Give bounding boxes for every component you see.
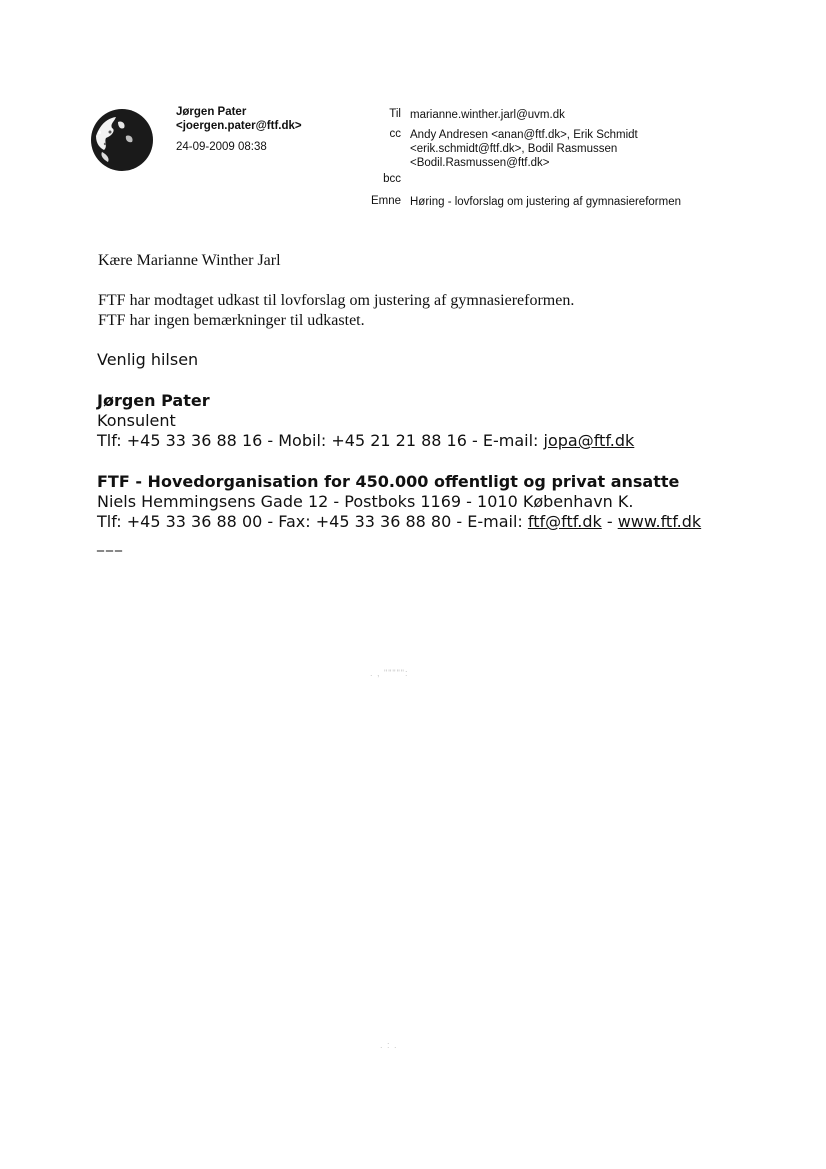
subject-label: Emne [370, 195, 401, 207]
sender-name: Jørgen Pater [176, 106, 247, 118]
signature-separator: ___ [97, 536, 124, 552]
cc-label: cc [389, 128, 401, 140]
greeting: Kære Marianne Winther Jarl [98, 252, 281, 269]
body-line: FTF har ingen bemærkninger til udkastet. [98, 312, 365, 329]
signature-contact [97, 431, 634, 451]
cc-line: <Bodil.Rasmussen@ftf.dk> [410, 157, 550, 169]
org-contact-text: Tlf: +45 33 36 88 00 - Fax: +45 33 36 88 80 - E-mail: [97, 512, 528, 531]
org-email-link[interactable]: ftf@ftf.dk [527, 512, 602, 531]
sender-email: <joergen.pater@ftf.dk> [176, 120, 302, 132]
org-contact [97, 512, 701, 532]
sent-date: 24-09-2009 08:38 [176, 141, 267, 153]
sender-block [176, 105, 302, 154]
body-line: FTF har modtaget udkast til lovforslag om justering af gymnasiereformen. [98, 292, 575, 309]
to-label: Til [389, 108, 401, 120]
closing: Venlig hilsen [97, 350, 199, 369]
faint-scan-mark: . , """"": [370, 668, 409, 678]
org-contact-separator: - [601, 512, 618, 531]
bcc-label: bcc [383, 173, 401, 185]
signature-email-link[interactable]: jopa@ftf.dk [543, 431, 635, 450]
cc-line: Andy Andresen <anan@ftf.dk>, Erik Schmidt [410, 129, 638, 141]
signature-name: Jørgen Pater [97, 391, 210, 410]
org-address: Niels Hemmingsens Gade 12 - Postboks 1169 - 1010 København K. [97, 492, 634, 511]
signature-contact-text: Tlf: +45 33 36 88 16 - Mobil: +45 21 21 88 16 - E-mail: [97, 431, 544, 450]
faint-scan-mark: . : . [380, 1040, 398, 1050]
sender-avatar-globe-icon [90, 108, 154, 172]
cc-line: <erik.schmidt@ftf.dk>, Bodil Rasmussen [410, 143, 618, 155]
org-name: FTF - Hovedorganisation for 450.000 offentligt og privat ansatte [97, 472, 680, 491]
cc-value [410, 128, 720, 170]
org-web-link[interactable]: www.ftf.dk [617, 512, 702, 531]
to-value: marianne.winther.jarl@uvm.dk [410, 109, 565, 121]
subject-value: Høring - lovforslag om justering af gymnasiereformen [410, 196, 681, 208]
signature-title: Konsulent [97, 411, 176, 430]
